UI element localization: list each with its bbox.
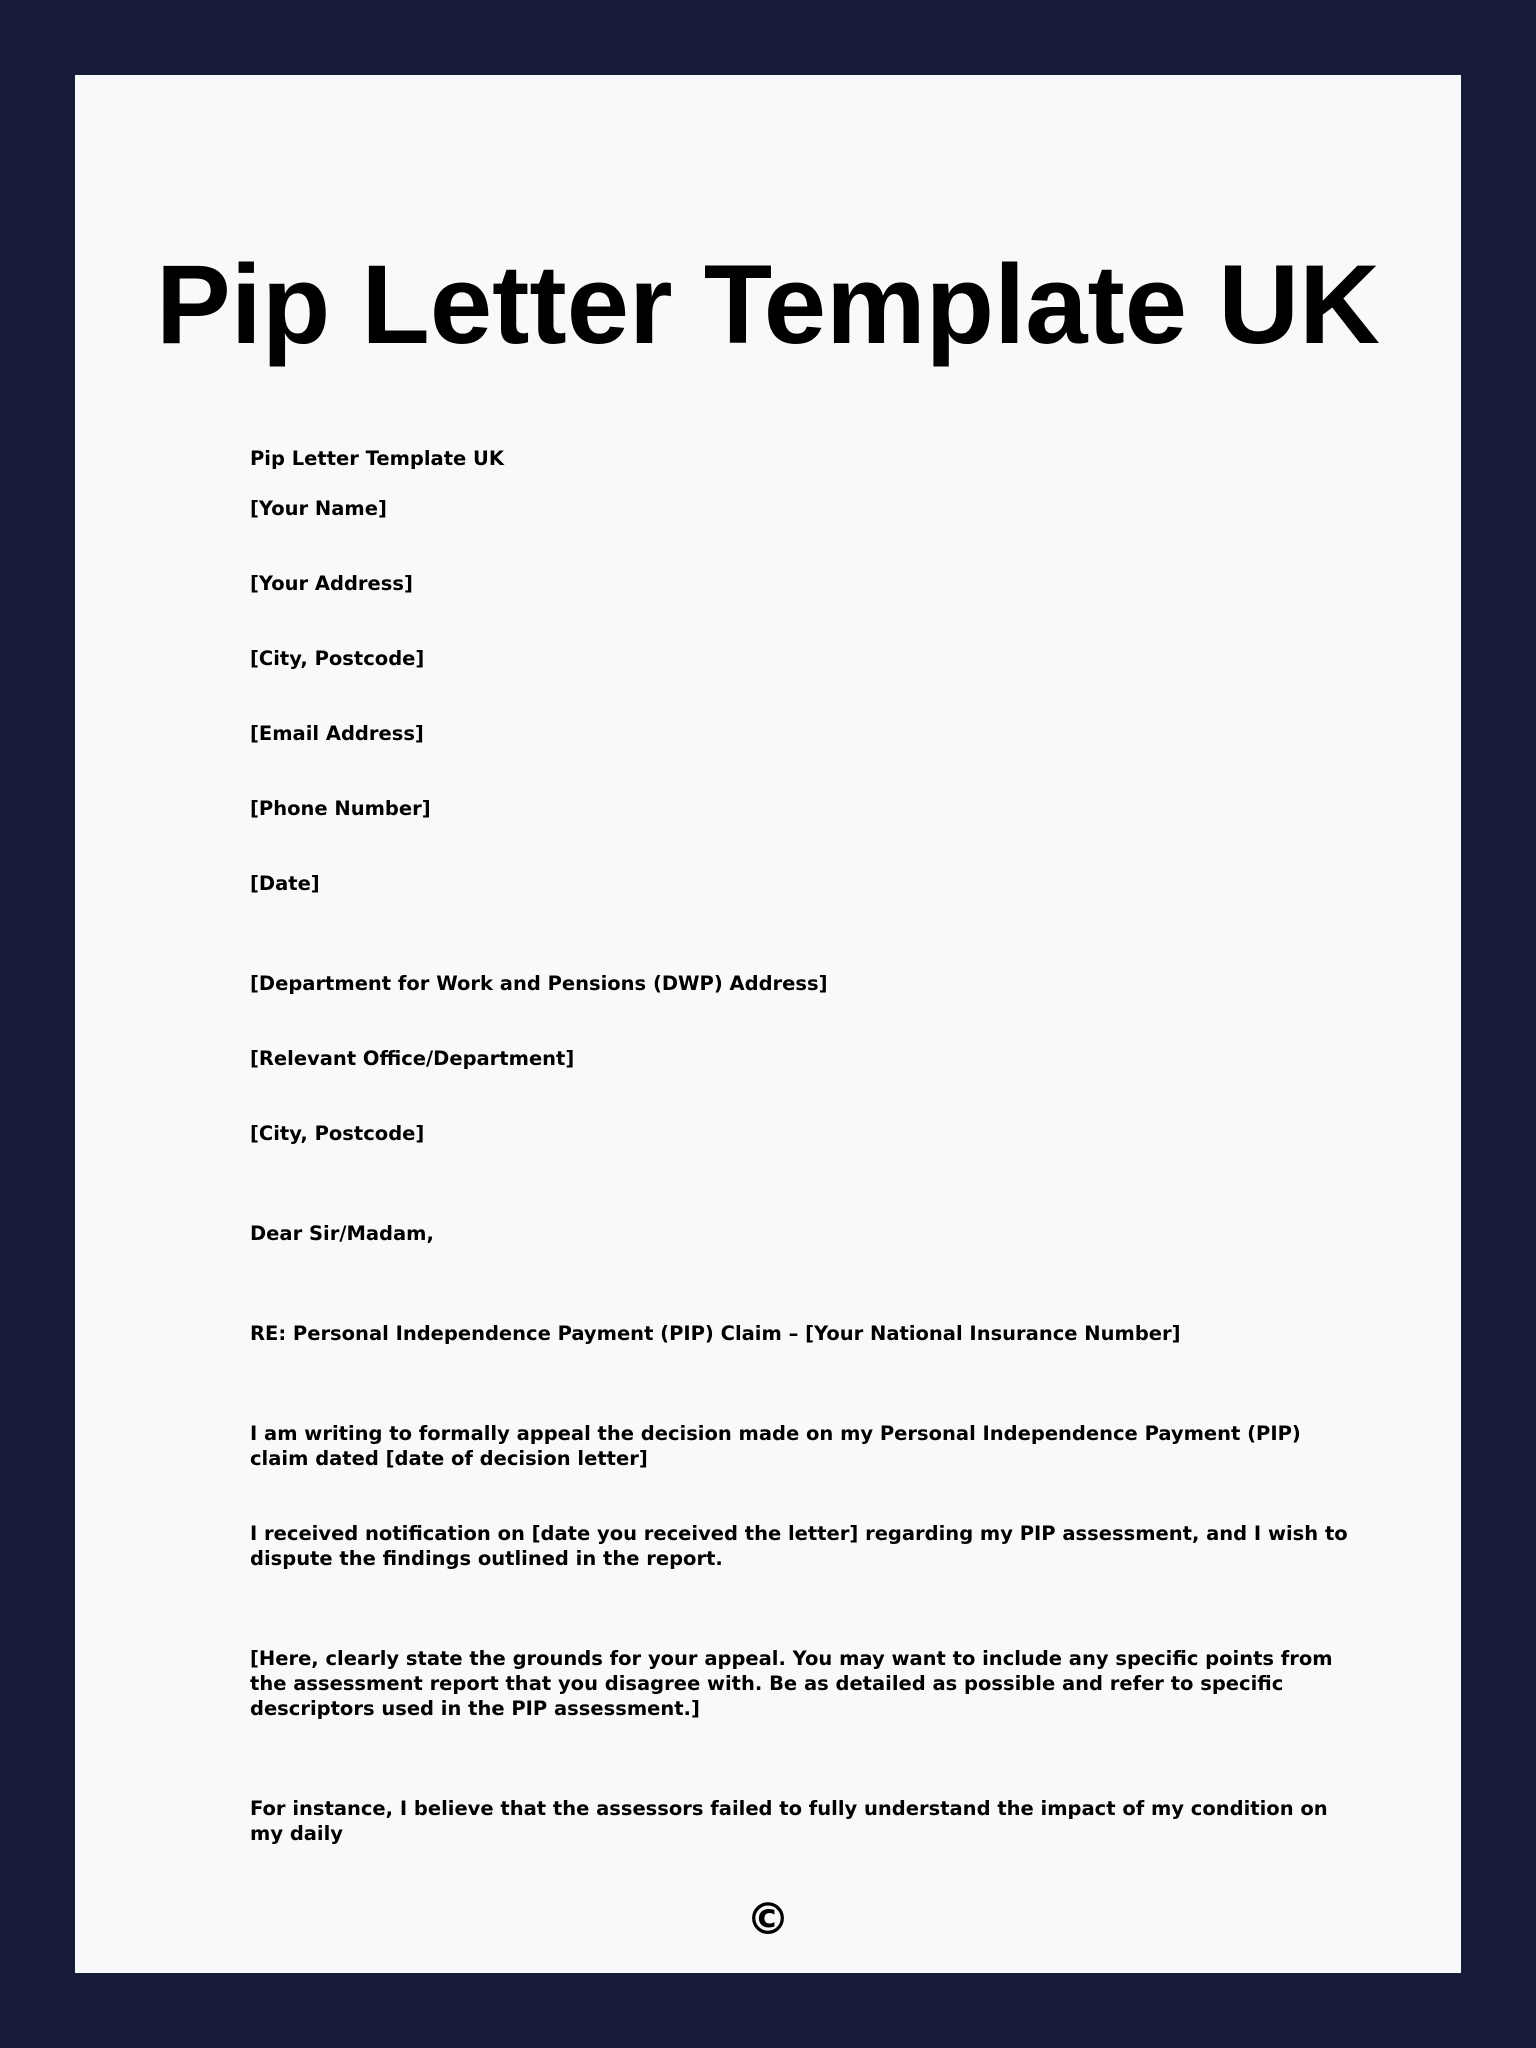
sender-name: [Your Name] (250, 497, 387, 520)
paragraph: I am writing to formally appeal the decision made on my Personal Independence Payment (PIP) claim dated [date of decision letter] (250, 1422, 1301, 1470)
sender-phone: [Phone Number] (250, 797, 431, 820)
salutation: Dear Sir/Madam, (250, 1222, 434, 1245)
sender-address: [Your Address] (250, 572, 413, 595)
letter-page (75, 75, 1461, 1973)
paragraph: [Here, clearly state the grounds for your appeal. You may want to include any specific points from the assessment report that you disagree with. Be as detailed as possible and refer to specific descriptors used in the PIP assessment.] (250, 1647, 1333, 1720)
paragraph: For instance, I believe that the assessors failed to fully understand the impact of my condition on my daily (250, 1797, 1328, 1845)
copyright-icon: © (746, 1894, 790, 1945)
letter-subtitle: Pip Letter Template UK (250, 447, 504, 470)
sender-city-postcode: [City, Postcode] (250, 647, 425, 670)
subject-line: RE: Personal Independence Payment (PIP) Claim – [Your National Insurance Number] (250, 1322, 1181, 1345)
recipient-address: [Department for Work and Pensions (DWP) Address] (250, 972, 828, 995)
letter-date: [Date] (250, 872, 320, 895)
recipient-office: [Relevant Office/Department] (250, 1047, 575, 1070)
paragraph: I received notification on [date you received the letter] regarding my PIP assessment, and I wish to dispute the findings outlined in the report. (250, 1522, 1348, 1570)
sender-email: [Email Address] (250, 722, 424, 745)
page-title: Pip Letter Template UK (156, 242, 1380, 367)
recipient-city-postcode: [City, Postcode] (250, 1122, 425, 1145)
